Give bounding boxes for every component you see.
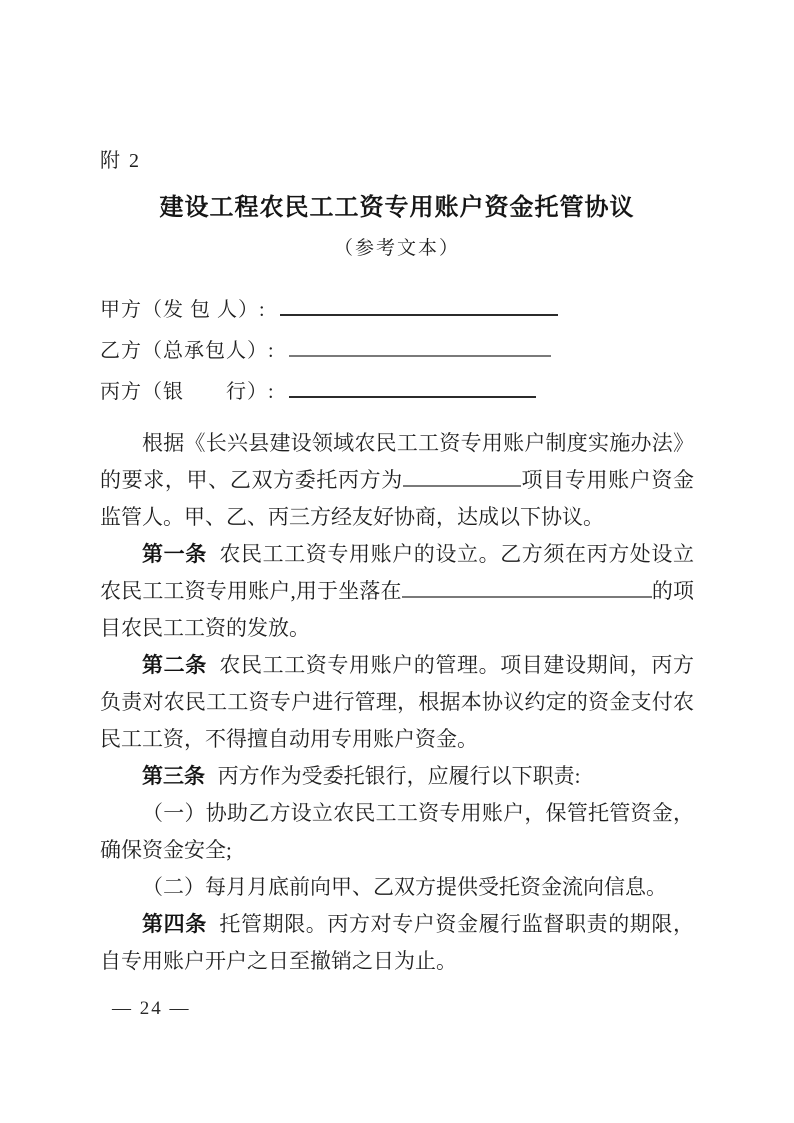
parties-block — [100, 290, 694, 413]
fill-in-blank — [402, 578, 652, 598]
clause-paragraph — [100, 869, 694, 906]
party-label: 乙方（总承包人）: — [100, 340, 275, 362]
clause-number: 第四条 — [142, 912, 207, 936]
clause-paragraph — [100, 758, 694, 795]
clause-paragraph — [100, 906, 694, 980]
clause-text: 项目专用账户资金监管人。甲、乙、丙三方经友好协商，达成以下协议。 — [100, 468, 695, 529]
party-row — [100, 372, 694, 413]
clause-text: 农民工工资专用账户的管理。项目建设期间，丙方负责对农民工工资专户进行管理，根据本协议约定的资金支付农民工工资，不得擅自动用专用账户资金。 — [100, 653, 695, 751]
party-row — [100, 290, 694, 331]
clause-text: 农民工工资专用账户的设立。乙方须在丙方处设立农民工工资专用账户,用于坐落在 — [100, 542, 695, 603]
clause-text: （一）协助乙方设立农民工工资专用账户，保管托管资金，确保资金安全; — [100, 801, 694, 862]
clause-text: 根据《长兴县建设领域农民工工资专用账户制度实施办法》的要求，甲、乙双方委托丙方为 — [100, 431, 694, 492]
clause-text: 的项目农民工工资的发放。 — [100, 579, 695, 640]
document-title: 建设工程农民工工资专用账户资金托管协议 — [159, 194, 635, 221]
clause-text: （二）每月月底前向甲、乙双方提供受托资金流向信息。 — [142, 875, 667, 899]
clause-paragraph — [100, 795, 694, 869]
attachment-label: 附 2 — [100, 150, 141, 172]
body-paragraphs — [100, 425, 694, 980]
clause-paragraph — [100, 647, 694, 758]
party-label: 甲方（发 包 人）: — [100, 299, 266, 321]
clause-text: 丙方作为受委托银行，应履行以下职责: — [217, 764, 581, 788]
clause-number: 第二条 — [142, 653, 207, 677]
clause-number: 第一条 — [142, 542, 207, 566]
clause-text: 托管期限。丙方对专户资金履行监督职责的期限，自专用账户开户之日至撤销之日为止。 — [100, 912, 695, 973]
party-label: 丙方（银 行）: — [100, 381, 275, 403]
clause-number: 第三条 — [142, 764, 205, 788]
page-number: — 24 — — [112, 998, 191, 1019]
page-footer — [112, 998, 191, 1020]
fill-in-blank — [280, 294, 558, 316]
clause-paragraph — [100, 536, 694, 647]
fill-in-blank — [289, 335, 551, 357]
fill-in-blank — [289, 376, 536, 398]
fill-in-blank — [403, 467, 521, 487]
party-row — [100, 331, 694, 372]
clause-paragraph — [100, 425, 694, 536]
document-subtitle: （参考文本） — [333, 238, 460, 259]
